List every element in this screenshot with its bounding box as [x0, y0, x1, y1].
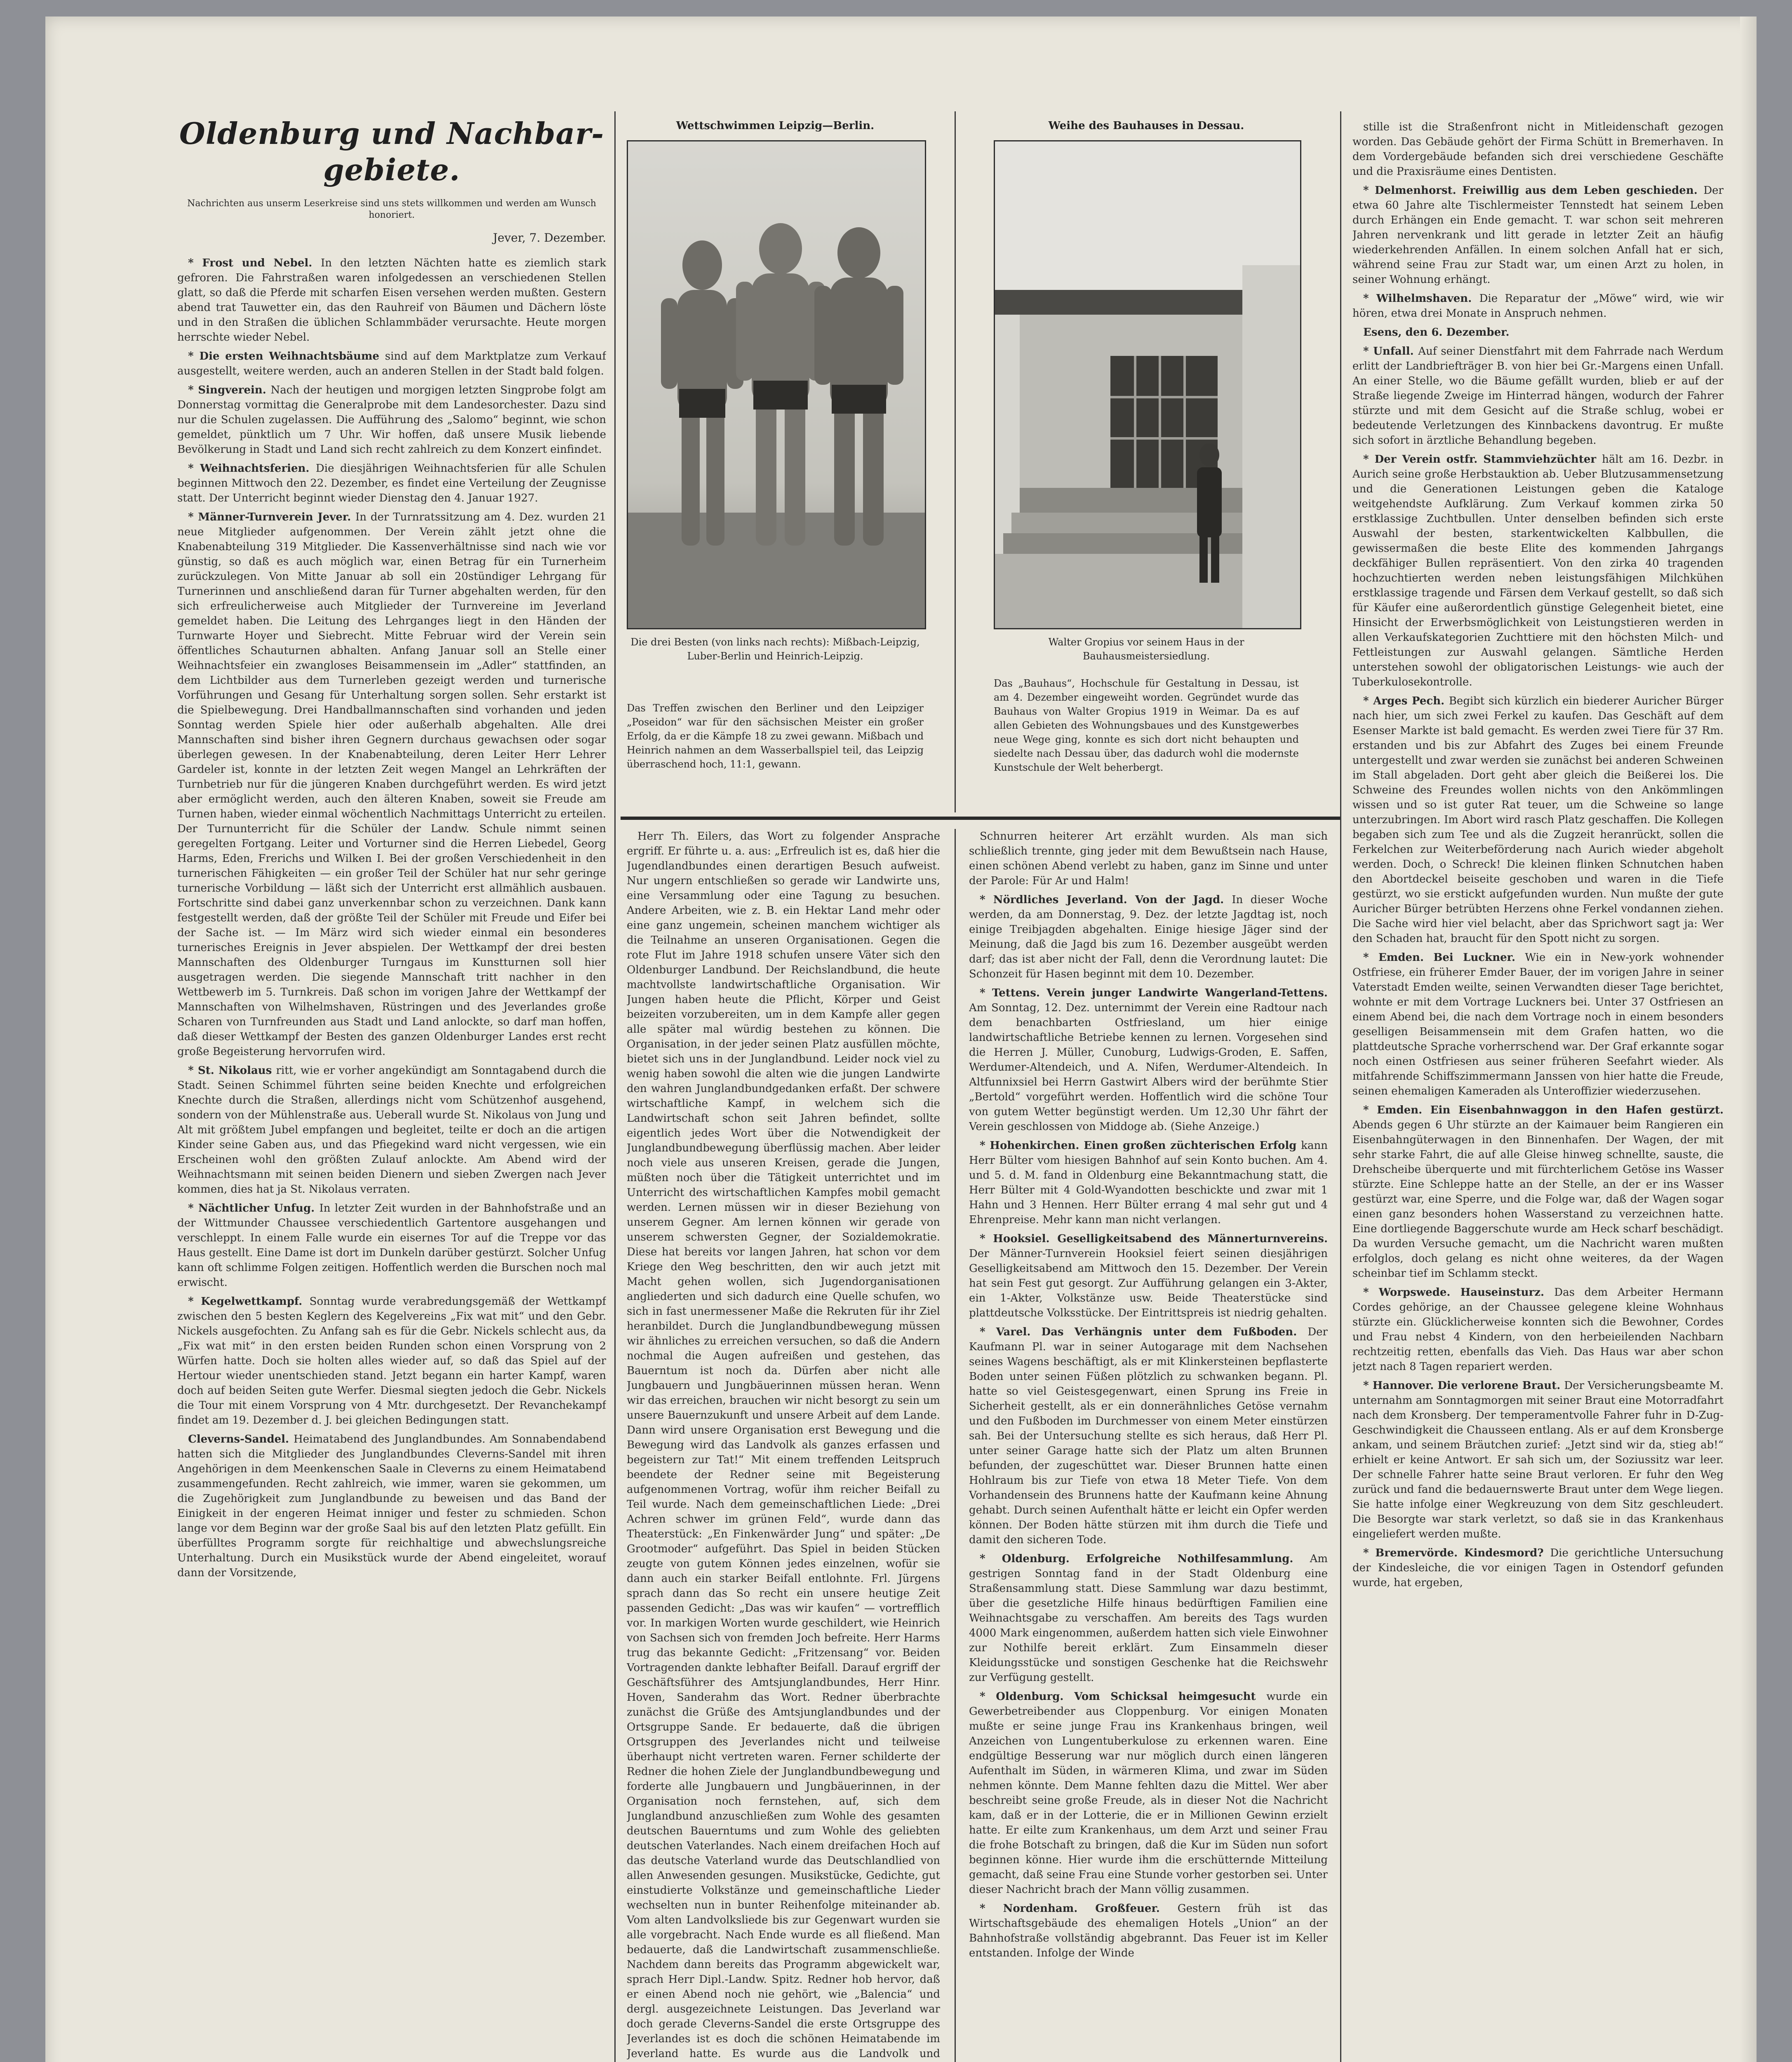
article-kicker: * Varel. Das Verhängnis unter dem Fußboden.	[980, 1326, 1308, 1338]
rule-col3	[955, 829, 956, 2062]
article-kicker: * Männer-Turnverein Jever.	[188, 511, 355, 523]
article-paragraph	[1352, 291, 1724, 321]
column-2	[627, 829, 940, 2062]
article-text: Der Kaufmann Pl. war in seiner Autogarage mit dem Nachsehen seines Wagens beschäftigt, als er mit Klinkersteinen bepflasterte Boden unter seinen Füßen plötzlich zu schwanken begann. Pl. hatte so viel Geistesgegenwart, einen Sprung ins Freie in Sicherheit gestellt, als er ein donnerähnliches Getöse vernahm und den Fußboden im Durchmesser von einem Meter einstürzen sah. Bei der Untersuchung stellte es sich heraus, daß Herr Pl. unter seiner Garage hatte sich der Platz um alten Brunnen befunden, der zugeschüttet war. Dieser Brunnen hatte einen Hohlraum bis zur Tiefe von etwa 18 Meter Tiefe. Von dem Vorhandensein des Brunnens hatte der Kaufmann keine Ahnung gehabt. Durch seinen Aufenthalt hätte er leicht ein Opfer werden können. Der Boden hätte stürzen mit ihm durch die Tiefe und damit den sicheren Tode.	[969, 1326, 1328, 1546]
article-kicker: * Nächtlicher Unfug.	[188, 1202, 320, 1215]
section-title: Oldenburg und Nachbar-gebiete.	[179, 116, 604, 187]
article-kicker: * Der Verein ostfr. Stammviehzüchter	[1363, 453, 1602, 466]
article-text: Die gerichtliche Untersuchung der Kindesleiche, die vor einigen Tagen in Ostendorf gefunden wurde, hat ergeben,	[1352, 1547, 1724, 1589]
article-paragraph	[1352, 183, 1724, 287]
article-kicker: * Delmenhorst. Freiwillig aus dem Leben geschieden.	[1363, 184, 1704, 197]
article-paragraph	[969, 892, 1328, 982]
photo-bauhaus	[994, 140, 1301, 629]
article-kicker: * Tettens. Verein junger Landwirte Wangerland-Tettens.	[980, 987, 1328, 999]
bauhaus-image	[995, 141, 1300, 628]
article-paragraph	[177, 461, 606, 506]
article-kicker: * Nordenham. Großfeuer.	[980, 1902, 1178, 1915]
article-kicker: * Worpswede. Hauseinsturz.	[1363, 1286, 1554, 1299]
photo-right-title: Weihe des Bauhauses in Dessau.	[1048, 120, 1244, 132]
rule-col4	[1340, 111, 1341, 2062]
article-text: Sonntag wurde verabredungsgemäß der Wettkampf zwischen den 5 besten Keglern des Kegelvereins „Fix wat mit“ und den Gebr. Nickels ausgefochten. Zu Anfang sah es für die Gebr. Nickels schlecht aus, da „Fix wat mit“ in den ersten beiden Runden schon einen Vorsprung von 2 Würfen hatte. Doch sie holten alles wieder auf, so daß das Spiel auf der Hertour wieder unentschieden stand. Jetzt begann ein harter Kampf, waren doch auf beiden Seiten gute Werfer. Diesmal siegten jedoch die Gebr. Nickels die Tour mit einem Vorsprung von 4 Mtr. durchgesetzt. Der Revanchekampf findet am 19. Dezember d. J. bei gleichen Bedingungen statt.	[177, 1295, 606, 1426]
article-paragraph	[1352, 452, 1724, 690]
photo-left-caption-body: Das Treffen zwischen den Berliner und den Leipziger „Poseidon“ war für den sächsischen Meister ein großer Erfolg, da er die Kämpfe 18 zu zwei gewann. Mißbach und Heinrich nahmen an dem Wasserballspiel teil, das Leipzig überraschend hoch, 11:1, gewann.	[627, 702, 924, 770]
article-text: Heimatabend des Junglandbundes. Am Sonnabendabend hatten sich die Mitglieder des Junglandbundes Cleverns-Sandel mit ihren Angehörigen in dem Meenkenschen Saale in Cleverns zu einem Heimatabend zusammengefunden. Recht zahlreich, wie immer, waren sie gekommen, um die Zugehörigkeit zum Junglandbunde zu beweisen und das Band der Einigkeit in der engeren Heimat inniger und fester zu schmieden. Schon lange vor dem Beginn war der große Saal bis auf den letzten Platz gefüllt. Ein überfülltes Programm sorgte für reichhaltige und abwechslungsreiche Unterhaltung. Durch ein Musikstück wurde der Abend eingeleitet, worauf dann der Vorsitzende,	[177, 1433, 606, 1579]
photo-left-title: Wettschwimmen Leipzig—Berlin.	[676, 120, 875, 132]
article-kicker: * Die ersten Weihnachtsbäume	[188, 350, 385, 362]
article-paragraph	[969, 1689, 1328, 1897]
article-kicker: * Unfall.	[1363, 345, 1418, 358]
photo-right-caption-body: Das „Bauhaus“, Hochschule für Gestaltung in Dessau, ist am 4. Dezember eingeweiht worden. Gegründet wurde das Bauhaus von Walter Gropius 1919 in Weimar. Da es auf allen Gebieten des Wohnungsbaues und des Kunstgewerbes neue Wege ging, konnte es sich dort nicht behaupten und siedelte nach Dessau über, das dadurch wohl die modernste Kunstschule der Welt beherbergt.	[994, 678, 1299, 773]
article-kicker: * Hooksiel. Geselligkeitsabend des Männerturnvereins.	[980, 1233, 1328, 1245]
article-text: stille ist die Straßenfront nicht in Mitleidenschaft gezogen worden. Das Gebäude gehört der Firma Schütt in Bremerhaven. In dem Vordergebäude befanden sich drei verschiedene Geschäfte und die Praxisräume eines Dentisten.	[1352, 121, 1724, 178]
article-kicker: Cleverns-Sandel.	[188, 1433, 294, 1445]
rule-photos	[955, 111, 956, 812]
article-kicker: * Emden. Ein Eisenbahnwaggon in den Hafen gestürzt.	[1363, 1104, 1724, 1116]
article-kicker: * Arges Pech.	[1363, 695, 1449, 707]
article-paragraph	[1352, 694, 1724, 946]
dateline: Jever, 7. Dezember.	[493, 231, 606, 245]
article-text: In letzter Zeit wurden in der Bahnhofstraße und an der Wittmunder Chaussee verschiedentlich Gartentore ausgehangen und verschleppt. In einem Falle wurde ein eisernes Tor auf die Treppe vor das Haus gestellt. Eine Dame ist dort im Dunkeln darüber gestürzt. Solcher Unfug kann oft schlimme Folgen zeitigen. Hoffentlich werden die Burschen noch mal erwischt.	[177, 1202, 606, 1289]
article-paragraph	[969, 1231, 1328, 1321]
article-paragraph	[177, 1432, 606, 1580]
article-kicker: * Hannover. Die verlorene Braut.	[1363, 1379, 1564, 1392]
article-paragraph	[969, 1901, 1328, 1961]
article-text: ritt, wie er vorher angekündigt am Sonntagabend durch die Stadt. Seinen Schimmel führten seine beiden Knechte und erfolgreichen Knechte durch die Straßen, allerdings nicht vom Schützenhof ausgehend, sondern von der Mühlenstraße aus. Ueberall wurde St. Nikolaus von Jung und Alt mit größtem Jubel empfangen und begleitet, teilte er doch an die artigen Kinder seine Gaben aus, und das Pfiegekind ward nicht vergessen, wie ein Erscheinen wohl den größten Zulauf anlockte. Am Abend wird der Weihnachtsmann mit seinen beiden Dienern und sieben Zwergen nach Jever kommen, dies hat ja St. Nikolaus verraten.	[177, 1064, 606, 1196]
section-note: Nachrichten aus unserm Leserkreise sind uns stets willkommen und werden am Wunsch honoriert.	[187, 198, 596, 220]
article-kicker: * Hohenkirchen. Einen großen züchterischen Erfolg	[980, 1139, 1301, 1152]
article-text: In dieser Woche werden, da am Donnerstag, 9. Dez. der letzte Jagdtag ist, noch einige Treibjagden abgehalten. Einige hiesige Jäger sind der Meinung, daß die Jagd bis zum 16. Dezember ausgeübt werden darf; das ist aber nicht der Fall, denn die Verordnung lautet: Die Schonzeit für Hasen beginnt mit dem 10. Dezember.	[969, 894, 1328, 980]
article-kicker: * Nördliches Jeverland. Von der Jagd.	[980, 894, 1232, 906]
article-text: Das dem Arbeiter Hermann Cordes gehörige, an der Chaussee gelegene kleine Wohnhaus stürzte ein. Glücklicherweise konnten sich die Bewohner, Cordes und Frau nebst 4 Kindern, von den herbeieilenden Nachbarn rechtzeitig retten, ebenfalls das Vieh. Das Haus war aber schon jetzt nach 8 Tagen repariert werden.	[1352, 1286, 1724, 1373]
article-text: Der Versicherungsbeamte M. unternahm am Sonntagmorgen mit seiner Braut eine Motorradfahrt nach dem Kronsberg. Der temperamentvolle Fahrer fuhr in D-Zug-Geschwindigkeit die Chausseen entlang. Als er auf dem Kronsberge ankam, und seinem Bräutchen zurief: „Jetzt sind wir da, stieg ab!“ erhielt er keine Antwort. Er sah sich um, der Soziussitz war leer. Der schnelle Fahrer hatte seine Braut verloren. Er fuhr den Weg zurück und fand die bedauernswerte Braut unter dem Wege liegen. Sie hatte infolge einer Wegkreuzung von dem Sitz geschleudert. Die Besorgte war stark verletzt, so daß sie in das Krankenhaus eingeliefert werden mußte.	[1352, 1379, 1724, 1540]
article-text: In den letzten Nächten hatte es ziemlich stark gefroren. Die Fahrstraßen waren infolgedessen an verschiedenen Stellen glatt, so daß die Pferde mit scharfen Eisen versehen werden mußten. Gestern abend trat Tauwetter ein, das den Rauhreif von Bäumen und Dächern löste und in den Straßen die üblichen Schlammbäder verursachte. Heute morgen herrschte wieder Nebel.	[177, 257, 606, 344]
article-text: Der Männer-Turnverein Hooksiel feiert seinen diesjährigen Geselligkeitsabend am Mittwoch den 15. Dezember. Der Verein hat sein Fest gut gesorgt. Zur Aufführung gelangen ein 3-Akter, ein 1-Akter, Volkstänze usw. Beide Theaterstücke sind plattdeutsche Volksstücke. Der Eintrittspreis ist niedrig gehalten.	[969, 1248, 1328, 1319]
column-3	[969, 829, 1328, 2062]
rule-col1	[614, 111, 616, 2062]
article-kicker: * Wilhelmshaven.	[1363, 292, 1479, 305]
article-kicker: * Frost und Nebel.	[188, 257, 321, 269]
article-text: wurde ein Gewerbetreibender aus Cloppenburg. Vor einigen Monaten mußte er seine junge Frau ins Krankenhaus bringen, weil Anzeichen von Lungentuberkulose zu erkennen waren. Eine endgültige Besserung war nur möglich durch einen längeren Aufenthalt im Süden, in wärmeren Klima, und zwar im Süden nehmen könnte. Dem Manne fehlten dazu die Mittel. Wer aber beschreibt seine große Freude, als in dieser Not die Nachricht kam, daß er in der Lotterie, die er in Millionen Gewinn erzielt hatte. Er eilte zum Krankenhaus, um dem Arzt und seiner Frau die frohe Botschaft zu bringen, daß die Kur im Süden nun sofort beginnen könne. Hier wurde ihm die erschütternde Mitteilung gemacht, daß seine Frau eine Stunde vorher gestorben sei. Unter dieser Nachricht brach der Mann völlig zusammen.	[969, 1690, 1328, 1896]
article-paragraph	[177, 510, 606, 1059]
photo-left-caption-title: Die drei Besten (von links nach rechts): Mißbach-Leipzig, Luber-Berlin und Heinrich-Leipzig.	[630, 636, 920, 662]
newspaper-page	[45, 16, 1757, 2062]
article-kicker: Esens, den 6. Dezember.	[1363, 326, 1510, 339]
article-paragraph	[627, 829, 940, 2062]
article-paragraph	[1352, 1378, 1724, 1542]
article-text: Der etwa 60 Jahre alte Tischlermeister Tennstedt hat seinem Leben durch Erhängen ein Ende gemacht. T. war schon seit mehreren Jahren nervenkrank und litt gerade in letzter Zeit an häufig wiederkehrenden Anfällen. In einem solchen Anfall hat er sich, während seine Frau zur Stadt war, um einen Arzt zu holen, in seiner Wohnung erhängt.	[1352, 184, 1724, 286]
article-text: sind auf dem Marktplatze zum Verkauf ausgestellt, weitere werden, auch an anderen Stellen in der Stadt bald folgen.	[177, 350, 606, 377]
article-paragraph	[969, 829, 1328, 888]
article-paragraph	[177, 1201, 606, 1290]
page-edge	[1740, 16, 1757, 2062]
article-paragraph	[969, 1138, 1328, 1227]
article-text: In der Turnratssitzung am 4. Dez. wurden 21 neue Mitglieder aufgenommen. Der Verein zählt jetzt ohne die Knabenabteilung 319 Mitglieder. Die Kassenverhältnisse sind nach wie vor günstig, so daß es auch möglich war, einen Betrag für ein Turnerheim zurückzulegen. Von Mitte Januar ab soll ein 20stündiger Lehrgang für Turnerinnen und anschließend daran für Turner abgehalten werden, für den sich erfreulicherweise auch Mitglieder der Turnvereine im Jeverland gemeldet haben. Die Leitung des Lehrganges liegt in den Händen der Turnwarte Hoyer und Siebrecht. Mitte Februar wird der Verein sein öffentliches Schauturnen abhalten. Anfang Januar soll an Stelle einer Weihnachtsfeier ein zwangloses Beisammensein im „Adler“ stattfinden, an dem Lichtbilder aus dem Turnerleben gezeigt werden und turnerische Vorführungen und Gesang für Unterhaltung sorgen sollen. Sehr erstarkt ist die Spielbewegung. Drei Handballmannschaften sind vorhanden und jeden Sonntag werden Spiele hier oder außerhalb abgehalten. Alle drei Mannschaften sind bisher ihren Gegnern durchaus gewachsen oder sogar überlegen gewesen. In der Knabenabteilung, deren Leiter Herr Lehrer Gardeler ist, konnte in der letzten Zeit wegen Mangel an Lehrkräften der Turnbetrieb nur für die jüngeren Knaben durchgeführt werden. Es wird jetzt aber ermöglicht werden, auch den älteren Knaben, soweit sie Freude am Turnen haben, wieder einmal wöchentlich Nachmittags Unterricht zu erteilen. Der Turnunterricht für die Schüler der Landw. Schule nimmt seinen geregelten Fortgang. Leiter und Vorturner sind die Herren Liebedel, Georg Harms, Eden, Frerichs und Wilken I. Bei der großen Verschiedenheit in den turnerischen Fähigkeiten — ein großer Teil der Schüler hat nur sehr geringe turnerische Vorbildung — läßt sich der Unterricht erst allmählich ausbauen. Fortschritte sind dabei ganz unverkennbar schon zu verzeichnen. Dank kann festgestellt werden, daß der größte Teil der Schüler mit Freude und Eifer bei der Sache ist. — Im März wird sich wieder einmal ein besonderes turnerisches Ereignis in Jever abspielen. Der Wettkampf der drei besten Mannschaften des Oldenburger Turngaus im Kunstturnen soll hier ausgetragen werden. Die siegende Mannschaft tritt nachher in den Wettbewerb im 5. Turnkreis. Daß schon im vorigen Jahre der Wettkampf der Mannschaften von Wilhelmshaven, Rüstringen und des Jeverlandes große Scharen von Turnfreunden aus Stadt und Land anlockte, so darf man hoffen, daß dieser Wettkampf der Besten des ganzen Oldenburger Landes erst recht große Begeisterung hervorrufen wird.	[177, 511, 606, 1058]
article-text: Gestern früh ist das Wirtschaftsgebäude des ehemaligen Hotels „Union“ an der Bahnhofstraße vollständig abgebrannt. Das Feuer ist im Keller entstanden. Infolge der Winde	[969, 1902, 1328, 1959]
article-paragraph	[177, 1063, 606, 1197]
article-paragraph	[969, 986, 1328, 1134]
column-1	[177, 256, 606, 2062]
article-paragraph	[177, 349, 606, 379]
swimmers-image	[628, 141, 925, 628]
article-kicker: * Weihnachtsferien.	[188, 462, 316, 475]
photo-swimmers	[627, 140, 926, 629]
rule-under-photos	[621, 817, 1340, 820]
article-kicker: * Emden. Bei Luckner.	[1363, 951, 1525, 964]
article-paragraph	[177, 1294, 606, 1428]
article-kicker: * Kegelwettkampf.	[188, 1295, 310, 1308]
article-kicker: * Singverein.	[188, 384, 271, 396]
article-text: Die Reparatur der „Möwe“ wird, wie wir hören, etwa drei Monate in Anspruch nehmen.	[1352, 292, 1724, 320]
article-kicker: * St. Nikolaus	[188, 1064, 276, 1077]
article-text: Am Sonntag, 12. Dez. unternimmt der Verein eine Radtour nach dem benachbarten Ostfriesland, um hier einige landwirtschaftliche Betriebe kennen zu lernen. Vorgesehen sind die Herren J. Müller, Cunoburg, Ludwigs-Groden, E. Saffen, Werdumer-Altendeich, und A. Nifen, Werdumer-Altendeich. In Altfunnixsiel bei Herrn Gastwirt Albers wird der berühmte Stier „Bertold“ vorgeführt werden. Hoffentlich wird die schöne Tour von gutem Wetter begünstigt werden. Um 12,30 Uhr fährt der Verein geschlossen von Middoge ab. (Siehe Anzeige.)	[969, 1002, 1328, 1133]
article-text: Wie ein in New-york wohnender Ostfriese, ein früherer Emder Bauer, der im vorigen Jahre in seiner Vaterstadt Emden weilte, seinen Verwandten dieser Tage berichtet, wohnte er mit dem Vortrage Luckners bei. Unter 37 Ostfriesen an einem Abend bei, die nach dem Vortrage noch in einem besonders geselligen Beisammensein mit dem Grafen hatten, wo die plattdeutsche Sprache vorherrschend war. Der Graf erkannte sogar noch einen Ostfriesen aus seiner früheren Seefahrt wieder. Als mitfahrende Schiffszimmermann Janssen von hier hatte die Freude, seinen ehemaligen Kameraden als Unteroffizier wiederzusehen.	[1352, 951, 1724, 1097]
article-text: Schnurren heiterer Art erzählt wurden. Als man sich schließlich trennte, ging jeder mit dem Bewußtsein nach Hause, einen schönen Abend verlebt zu haben, ganz im Sinne und unter der Parole: Für Ar und Halm!	[969, 830, 1328, 887]
column-4	[1352, 120, 1724, 2062]
article-paragraph	[1352, 1103, 1724, 1281]
article-paragraph	[1352, 1546, 1724, 1590]
article-paragraph	[1352, 344, 1724, 448]
article-text: Begibt sich kürzlich ein biederer Auricher Bürger nach hier, um sich zwei Ferkel zu kaufen. Das Geschäft auf dem Esenser Markte ist bald gemacht. Es werden zwei Tiere für 37 Rm. erstanden und bis zur Abfahrt des Zuges bei einem Freunde untergestellt und zwar werden sie zunächst bei anderen Schweinen im Stall abgeladen. Dort geht aber gleich die Beißerei los. Die Schweine des Freundes wollen nichts von den Ankömmlingen wissen und so ist guter Rat teuer, um die Schweine so lange unterzubringen. Im Abort wird rasch Platz geschaffen. Die Kollegen begaben sich zum Tee und als die Zugzeit heranrückt, sollen die Ferkelchen zur Weiterbeförderung nach Aurich wieder abgeholt werden. Doch, o Schreck! Die kleinen flinken Schnutchen haben den Abortdeckel beiseite geschoben und waren in die Tiefe gestürzt, wo sie erstickt aufgefunden wurden. Nun mußte der gute Auricher Bürger betrübten Herzens ohne Ferkel vondannen ziehen. Die Sache wird hier viel belacht, aber das Sprichwort sagt ja: Wer den Schaden hat, braucht für den Spott nicht zu sorgen.	[1352, 695, 1724, 945]
article-paragraph	[1352, 950, 1724, 1099]
article-kicker: * Oldenburg. Erfolgreiche Nothilfesammlung.	[980, 1553, 1310, 1565]
article-paragraph	[1352, 120, 1724, 179]
article-paragraph	[969, 1551, 1328, 1685]
article-text: Auf seiner Dienstfahrt mit dem Fahrrade nach Werdum erlitt der Landbriefträger B. von hier bei Gr.-Margens einen Unfall. An einer Stelle, wo die Bäume gefällt wurden, blieb er auf der Straße liegende Zweige im Hinterrad hängen, wodurch der Fahrer stürzte und mit dem Gesicht auf die Straße schlug, wobei er bedeutende Verletzungen des Kinnbackens davontrug. Er mußte sich sofort in ärztliche Behandlung begeben.	[1352, 345, 1724, 447]
article-paragraph	[1352, 1285, 1724, 1374]
article-text: Nach der heutigen und morgigen letzten Singprobe folgt am Donnerstag vormittag die Generalprobe mit dem Landesorchester. Dazu sind nur die Schulen zugelassen. Die Aufführung des „Salomo“ beginnt, wie schon gemeldet, pünktlich um 7 Uhr. Wir hoffen, daß unsere Musik liebende Bevölkerung in Stadt und Land sich recht zahlreich zu dem Konzert einfindet.	[177, 384, 606, 456]
article-paragraph	[177, 256, 606, 345]
article-text: Die diesjährigen Weihnachtsferien für alle Schulen beginnen Mittwoch den 22. Dezember, es findet eine Verteilung der Zeugnisse statt. Der Unterricht beginnt wieder Dienstag den 4. Januar 1927.	[177, 462, 606, 504]
article-paragraph	[177, 383, 606, 457]
article-paragraph	[969, 1325, 1328, 1547]
article-text: Abends gegen 6 Uhr stürzte an der Kaimauer beim Rangieren ein Eisenbahngüterwagen in den Binnenhafen. Der Wagen, der mit sehr starke Fahrt, die auf alle Gleise hinweg schnellte, sauste, die Drehscheibe überquerte und mit fürchterlichem Getöse ins Wasser stürzte. Eine Schleppe hatte an der Stelle, an der er ins Wasser gestürzt war, eine Sperre, und die Folge war, daß der Wagen sogar einen ganz besonders hohen Wasserstand zu verzeichnen hatte. Eine dortliegende Baggerschute wurde am Heck scharf beschädigt. Da wurden Versuche gemacht, um die Nachricht waren mußten erfolglos, doch gelang es nicht ohne weiteres, da der Wagen scheinbar tief im Schlamm steckt.	[1352, 1119, 1724, 1280]
article-paragraph	[1352, 325, 1724, 340]
article-text: Herr Th. Eilers, das Wort zu folgender Ansprache ergriff. Er führte u. a. aus: „Erfreulich ist es, daß hier die Jugendlandbundes einen derartigen Besuch aufweist. Nur ungern entschließen so gerade wir Landwirte uns, eine Versammlung oder eine Tagung zu besuchen. Andere Arbeiten, wie z. B. ein Hektar Land mehr oder eine ganz ungemein, scheinen manchem wichtiger als die Teilnahme an unseren Organisationen. Gegen die rote Flut im Jahre 1918 schufen unsere Väter sich den Oldenburger Landbund. Der Reichslandbund, die heute machtvollste landwirtschaftliche Organisation. Wir Jungen haben heute die Pflicht, Körper und Geist beizeiten vorzubereiten, um in dem Kampfe aller gegen alle später mal würdig bestehen zu können. Die Organisation, in der jeder seinen Platz ausfüllen möchte, bietet sich uns in der Junglandbund. Leider nock viel zu wenig haben sowohl die alten wie die jungen Landwirte den wahren Junglandbundgedanken erfaßt. Der schwere wirtschaftliche Kampf, in welchem sich die Landwirtschaft schon seit Jahren befindet, sollte eigentlich jedes Wort über die Notwendigkeit der Junglandbundbewegung überflüssig machen. Aber leider noch viele aus unseren Kreisen, gerade die Jungen, müßten noch über die Tätigkeit unterrichtet und im Unterricht des wirtschaftlichen Kampfes mobil gemacht werden. Lernen müssen wir in dieser Beziehung von unserem Gegner. Am lernen können wir gerade von unserem schwersten Gegner, der Sozialdemokratie. Diese hat bereits vor langen Jahren, hat schon vor dem Kriege den Weg beschritten, den wir auch jetzt mit Macht gehen wollen, sich Jugendorganisationen angliederten und sich dadurch eine Quelle schufen, wo sich in fast unermessener Maße die Rekruten für ihr Ziel heranbildet. Durch die Junglandbundbewegung müssen wir ähnliches zu erreichen versuchen, so daß die Andern nochmal die Augen aufreißen und gestehen, das Bauerntum ist noch da. Dürfen aber nicht alle Jungbauern und Jungbäuerinnen müssen heran. Wenn wir das erreichen, brauchen wir nicht besorgt zu sein um unsere Bauernzukunft und unsere Arbeit auf dem Lande. Dann wird unsere Organisation erst Bewegung und die Bewegung wird das Landvolk als ganzes erfassen und begeistern zur Tat!“ Mit einem treffenden Leitspruch beendete der Redner seine mit Begeisterung aufgenommenen Vortrag, wofür ihm reicher Beifall zu Teil wurde. Nach dem gemeinschaftlichen Liede: „Drei Achren schwer im grünen Feld“, wurde dann das Theaterstück: „En Finkenwärder Jung“ und später: „De Grootmoder“ aufgeführt. Das Spiel in beiden Stücken zeugte von gutem Können jedes einzelnen, wofür sie dann auch ein starker Beifall entlohnte. Frl. Jürgens sprach dann das So recht ein unsere heutige Zeit passenden Gedicht: „Das was wir kaufen“ — vortrefflich vor. In markigen Worten wurde geschildert, wie Heinrich von Sachsen sich von fremden Joch befreite. Herr Harms trug das bekannte Gedicht: „Fritzensang“ vor. Beiden Vortragenden dankte lebhafter Beifall. Darauf ergriff der Geschäftsführer des Amtsjunglandbundes, Herr Hinr. Hoven, Sanderahm das Wort. Redner überbrachte zunächst die Grüße des Amtsjunglandbundes und der Ortsgruppe Sande. Er bedauerte, daß die übrigen Ortsgruppen des Jeverlandes nicht und teilweise überhaupt nicht vertreten waren. Ferner schilderte der Redner die hohen Ziele der Junglandbundbewegung und forderte alle Jungbauern und Jungbäuerinnen, in der Organisation noch fernstehen, auf, sich dem Junglandbund anzuschließen zum Wohle des gesamten deutschen Bauerntums und zum Wohle des geliebten deutschen Vaterlandes. Nach einem dreifachen Hoch auf das deutsche Vaterland wurde das Deutschlandlied von allen Anwesenden gesungen. Musikstücke, Gedichte, gut einstudierte Volkstänze und gemeinschaftliche Lieder wechselten nun in bunter Reihenfolge miteinander ab. Vom alten Landvolksliede bis zur Gegenwart wurden sie alle vorgebracht. Nach Ende wurde es all fließend. Man bedauerte, daß die Landwirtschaft zusammenschließe. Nachdem dann bereits das Programm abgewickelt war, sprach Herr Dipl.-Landw. Spitz. Redner hob hervor, daß er einen Abend noch nie gehört, wie „Balencia“ und dergl. ausgezeichnete Leistungen. Das Jeverland war doch gerade Cleverns-Sandel die erste Ortsgruppe des Jeverlandes ist es doch die schönen Heimatabende im Jeverland hatte. Es wurde aus die Landvolk und	[627, 830, 940, 2060]
article-text: Am gestrigen Sonntag fand in der Stadt Oldenburg eine Straßensammlung statt. Diese Sammlung war dazu bestimmt, über die gesetzliche Hilfe hinaus bedürftigen Familien eine Weihnachtsgabe zu verschaffen. Am bereits des Tags wurden 4000 Mark eingenommen, außerdem hatten sich viele Einwohner zur Nothilfe bereit erklärt. Zum Einsammeln dieser Kleidungsstücke und sonstigen Geschenke hat die Reichswehr zur Verfügung gestellt.	[969, 1553, 1328, 1684]
article-text: kann Herr Bülter vom hiesigen Bahnhof auf sein Konto buchen. Am 4. und 5. d. M. fand in Oldenburg eine Bekanntmachung statt, die Herr Bülter mit 4 Gold-Wyandotten beschickte und zwar mit 1 Hahn und 3 Hennen. Herr Bülter errang 4 mal sehr gut und 4 Ehrenpreise. Mehr kann man nicht verlangen.	[969, 1139, 1328, 1226]
article-kicker: * Oldenburg. Vom Schicksal heimgesucht	[980, 1690, 1267, 1703]
article-kicker: * Bremervörde. Kindesmord?	[1363, 1547, 1550, 1559]
article-text: hält am 16. Dezbr. in Aurich seine große Herbstauktion ab. Ueber Blutzusammensetzung und die Generationen Leistungen geben die Kataloge weitgehendste Aufklärung. Zum Verkauf kommen zirka 50 erstklassige Zuchtbullen. Unter denselben befinden sich erste Auswahl der besten, starkentwickelten Kalbbullen, die gewissermaßen die beste Elite des kommenden Jahrgangs deckfähiger Bullen repräsentiert. Von den zirka 40 tragenden hochzuchtierten werden neben leistungsfähigen Milchkühen erstklassige tragende und Färsen dem Verkauf gestellt, so daß sich für Käufer eine außerordentlich günstige Gelegenheit bietet, eine Hinsicht der Erwerbsmöglichkeit von Leistungstieren werden in allen Verkaufskategorien Zuchttiere mit den höchsten Milch- und Fettleistungen zur Auswahl gelangen. Sämtliche Herden unterstehen sowohl der obligatorischen Leistungs- wie auch der Tuberkulosekontrolle.	[1352, 453, 1724, 688]
photo-right-caption-title: Walter Gropius vor seinem Haus in der Bauhausmeistersiedlung.	[1048, 636, 1244, 662]
